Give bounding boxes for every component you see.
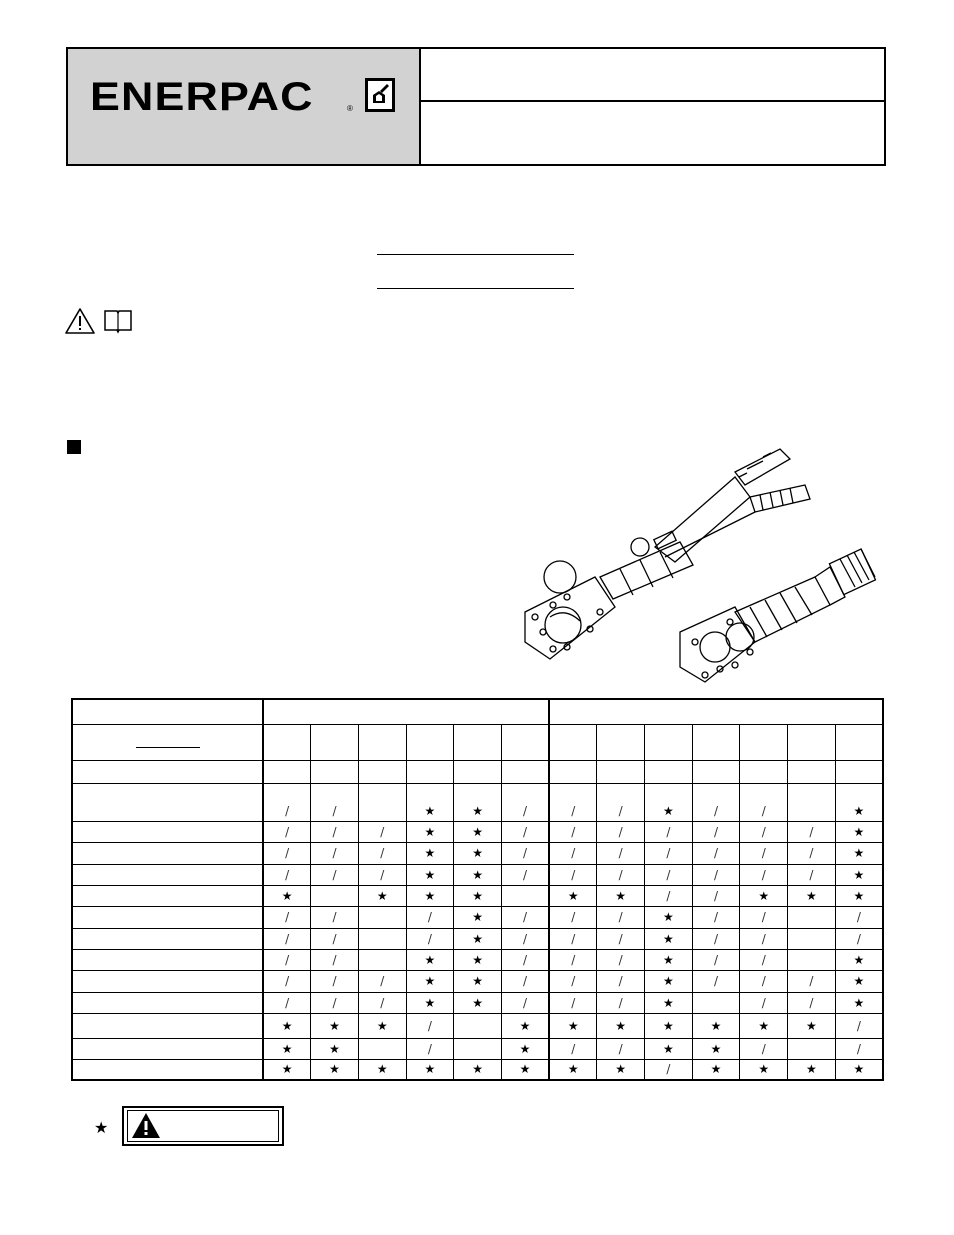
star-mark: ★ <box>454 864 502 885</box>
table-cell <box>549 760 597 783</box>
slash-mark: / <box>692 783 740 821</box>
table-model-cell <box>454 724 502 760</box>
slash-mark: / <box>692 928 740 949</box>
slash-mark: / <box>501 928 549 949</box>
slash-mark: / <box>597 821 645 842</box>
table-cell <box>263 760 311 783</box>
slash-mark: / <box>597 1038 645 1059</box>
warning-sign-icon <box>131 1112 161 1139</box>
star-mark: ★ <box>645 970 693 992</box>
slash-mark: / <box>501 906 549 928</box>
slash-mark: / <box>692 949 740 970</box>
table-row-label <box>72 1059 263 1080</box>
registered-mark: ® <box>347 104 353 113</box>
star-mark: ★ <box>311 1038 359 1059</box>
slash-mark: / <box>549 783 597 821</box>
star-mark: ★ <box>835 842 883 864</box>
slash-mark: / <box>835 1038 883 1059</box>
table-row <box>72 928 883 949</box>
star-mark: ★ <box>454 928 502 949</box>
star-mark: ★ <box>835 992 883 1013</box>
star-mark: ★ <box>645 949 693 970</box>
slash-mark: / <box>263 906 311 928</box>
slash-mark: / <box>740 821 788 842</box>
star-mark: ★ <box>454 821 502 842</box>
slash-mark: / <box>549 949 597 970</box>
table-row-label <box>72 760 263 783</box>
table-cell <box>358 928 406 949</box>
brand-mark-icon <box>365 78 395 112</box>
slash-mark: / <box>406 906 454 928</box>
hydraulic-cutter-illustration <box>505 437 885 687</box>
slash-mark: / <box>549 928 597 949</box>
slash-mark: / <box>311 928 359 949</box>
star-mark: ★ <box>645 928 693 949</box>
table-row-label <box>72 885 263 906</box>
star-mark: ★ <box>311 1059 359 1080</box>
star-mark: ★ <box>740 885 788 906</box>
table-model-cell <box>692 724 740 760</box>
slash-mark: / <box>692 821 740 842</box>
table-cell <box>454 1038 502 1059</box>
star-mark: ★ <box>835 783 883 821</box>
slash-mark: / <box>645 821 693 842</box>
slash-mark: / <box>740 970 788 992</box>
slash-mark: / <box>740 906 788 928</box>
slash-mark: / <box>835 1013 883 1038</box>
table-model-cell <box>645 724 693 760</box>
slash-mark: / <box>501 992 549 1013</box>
table-model-cell <box>406 724 454 760</box>
star-mark: ★ <box>645 783 693 821</box>
star-mark: ★ <box>358 885 406 906</box>
table-cell <box>692 992 740 1013</box>
star-mark: ★ <box>406 842 454 864</box>
star-mark: ★ <box>645 992 693 1013</box>
table-row-label <box>72 1038 263 1059</box>
table-model-cell <box>311 724 359 760</box>
table-model-cell <box>263 724 311 760</box>
slash-mark: / <box>358 842 406 864</box>
table-cell <box>501 885 549 906</box>
star-mark: ★ <box>454 949 502 970</box>
slash-mark: / <box>597 783 645 821</box>
slash-mark: / <box>692 906 740 928</box>
table-cell <box>597 760 645 783</box>
table-row <box>72 885 883 906</box>
slash-mark: / <box>358 864 406 885</box>
slash-mark: / <box>263 949 311 970</box>
slash-mark: / <box>311 783 359 821</box>
slash-mark: / <box>740 842 788 864</box>
star-mark: ★ <box>406 1059 454 1080</box>
slash-mark: / <box>692 970 740 992</box>
table-cell <box>358 906 406 928</box>
slash-mark: / <box>549 970 597 992</box>
slash-mark: / <box>549 992 597 1013</box>
star-mark: ★ <box>406 783 454 821</box>
table-group-header <box>263 699 549 724</box>
star-mark: ★ <box>263 1038 311 1059</box>
slash-mark: / <box>311 992 359 1013</box>
slash-mark: / <box>740 992 788 1013</box>
slash-mark: / <box>645 842 693 864</box>
slash-mark: / <box>788 970 836 992</box>
blank-field-line <box>377 254 574 255</box>
star-mark: ★ <box>740 1059 788 1080</box>
star-mark: ★ <box>454 992 502 1013</box>
slash-mark: / <box>358 821 406 842</box>
table-group-header <box>549 699 883 724</box>
table-header-label <box>72 699 263 724</box>
star-mark: ★ <box>454 1059 502 1080</box>
header-divider <box>421 100 886 102</box>
star-mark: ★ <box>406 885 454 906</box>
slash-mark: / <box>311 821 359 842</box>
star-mark: ★ <box>645 1013 693 1038</box>
star-mark: ★ <box>597 1059 645 1080</box>
star-mark: ★ <box>549 1013 597 1038</box>
slash-mark: / <box>358 970 406 992</box>
star-mark: ★ <box>501 1013 549 1038</box>
star-mark: ★ <box>597 1013 645 1038</box>
table-row <box>72 864 883 885</box>
slash-mark: / <box>835 906 883 928</box>
star-mark: ★ <box>645 1038 693 1059</box>
slash-mark: / <box>501 783 549 821</box>
star-mark: ★ <box>740 1013 788 1038</box>
star-mark: ★ <box>597 885 645 906</box>
slash-mark: / <box>311 864 359 885</box>
star-mark: ★ <box>406 992 454 1013</box>
table-row <box>72 783 883 821</box>
table-cell <box>740 760 788 783</box>
slash-mark: / <box>788 821 836 842</box>
legend-star: ★ <box>94 1118 109 1137</box>
star-mark: ★ <box>835 949 883 970</box>
slash-mark: / <box>597 970 645 992</box>
table-model-cell <box>549 724 597 760</box>
slash-mark: / <box>311 842 359 864</box>
brand-logo: ENERPAC <box>90 75 314 119</box>
warning-triangle-icon <box>64 307 96 335</box>
table-row-label <box>72 821 263 842</box>
slash-mark: / <box>788 842 836 864</box>
slash-mark: / <box>549 906 597 928</box>
slash-mark: / <box>788 864 836 885</box>
table-cell <box>406 760 454 783</box>
slash-mark: / <box>597 992 645 1013</box>
star-mark: ★ <box>454 970 502 992</box>
table-row-label <box>72 949 263 970</box>
slash-mark: / <box>740 928 788 949</box>
table-row-label <box>72 970 263 992</box>
table-row-label <box>72 906 263 928</box>
table-row-label <box>72 783 263 821</box>
star-mark: ★ <box>311 1013 359 1038</box>
slash-mark: / <box>692 864 740 885</box>
slash-mark: / <box>549 1038 597 1059</box>
model-label-underline <box>136 747 200 748</box>
star-mark: ★ <box>454 783 502 821</box>
table-row <box>72 970 883 992</box>
slash-mark: / <box>501 970 549 992</box>
table-cell <box>454 760 502 783</box>
star-mark: ★ <box>835 864 883 885</box>
table-cell <box>788 1038 836 1059</box>
star-mark: ★ <box>501 1038 549 1059</box>
table-row <box>72 821 883 842</box>
table-model-cell <box>835 724 883 760</box>
table-cell <box>692 760 740 783</box>
star-mark: ★ <box>835 885 883 906</box>
table-cell <box>788 760 836 783</box>
slash-mark: / <box>263 992 311 1013</box>
star-mark: ★ <box>358 1013 406 1038</box>
slash-mark: / <box>263 821 311 842</box>
slash-mark: / <box>835 928 883 949</box>
star-mark: ★ <box>549 1059 597 1080</box>
slash-mark: / <box>311 906 359 928</box>
table-row-label <box>72 1013 263 1038</box>
compatibility-table <box>71 698 882 1080</box>
slash-mark: / <box>597 928 645 949</box>
star-mark: ★ <box>454 885 502 906</box>
table-row-label <box>72 842 263 864</box>
table-row <box>72 992 883 1013</box>
table-row <box>72 1038 883 1059</box>
star-mark: ★ <box>406 970 454 992</box>
table-model-cell <box>788 724 836 760</box>
slash-mark: / <box>263 864 311 885</box>
slash-mark: / <box>358 992 406 1013</box>
slash-mark: / <box>311 949 359 970</box>
table-cell <box>358 760 406 783</box>
slash-mark: / <box>597 842 645 864</box>
table-cell <box>645 760 693 783</box>
table-cell <box>358 949 406 970</box>
table-model-cell <box>358 724 406 760</box>
star-mark: ★ <box>788 885 836 906</box>
table-row <box>72 949 883 970</box>
table-cell <box>311 760 359 783</box>
slash-mark: / <box>740 949 788 970</box>
table-cell <box>454 1013 502 1038</box>
slash-mark: / <box>501 864 549 885</box>
table-row <box>72 1059 883 1080</box>
table-row <box>72 1013 883 1038</box>
table-cell <box>788 783 836 821</box>
slash-mark: / <box>692 842 740 864</box>
star-mark: ★ <box>835 821 883 842</box>
star-mark: ★ <box>549 885 597 906</box>
table-model-cell <box>597 724 645 760</box>
table-row-label <box>72 864 263 885</box>
slash-mark: / <box>597 864 645 885</box>
star-mark: ★ <box>788 1013 836 1038</box>
table-cell <box>835 760 883 783</box>
table-cell <box>788 949 836 970</box>
table-cell <box>358 783 406 821</box>
star-mark: ★ <box>454 842 502 864</box>
star-mark: ★ <box>835 970 883 992</box>
slash-mark: / <box>740 1038 788 1059</box>
star-mark: ★ <box>263 885 311 906</box>
star-mark: ★ <box>501 1059 549 1080</box>
slash-mark: / <box>788 992 836 1013</box>
slash-mark: / <box>406 1013 454 1038</box>
table-row <box>72 760 883 783</box>
slash-mark: / <box>311 970 359 992</box>
table-cell <box>788 906 836 928</box>
slash-mark: / <box>263 928 311 949</box>
slash-mark: / <box>645 1059 693 1080</box>
slash-mark: / <box>597 949 645 970</box>
slash-mark: / <box>549 821 597 842</box>
slash-mark: / <box>406 928 454 949</box>
slash-mark: / <box>645 864 693 885</box>
table-row-label <box>72 992 263 1013</box>
star-mark: ★ <box>692 1013 740 1038</box>
slash-mark: / <box>406 1038 454 1059</box>
star-mark: ★ <box>263 1059 311 1080</box>
star-mark: ★ <box>788 1059 836 1080</box>
slash-mark: / <box>501 949 549 970</box>
star-mark: ★ <box>406 821 454 842</box>
blank-field-line <box>377 288 574 289</box>
slash-mark: / <box>597 906 645 928</box>
star-mark: ★ <box>692 1038 740 1059</box>
star-mark: ★ <box>263 1013 311 1038</box>
star-mark: ★ <box>692 1059 740 1080</box>
slash-mark: / <box>740 783 788 821</box>
star-mark: ★ <box>358 1059 406 1080</box>
table-row <box>72 906 883 928</box>
star-mark: ★ <box>454 906 502 928</box>
table-cell <box>788 928 836 949</box>
table-model-cell <box>501 724 549 760</box>
slash-mark: / <box>549 842 597 864</box>
slash-mark: / <box>549 864 597 885</box>
slash-mark: / <box>501 842 549 864</box>
slash-mark: / <box>501 821 549 842</box>
slash-mark: / <box>645 885 693 906</box>
table-model-label <box>72 724 263 760</box>
star-mark: ★ <box>835 1059 883 1080</box>
slash-mark: / <box>263 970 311 992</box>
table-cell <box>311 885 359 906</box>
slash-mark: / <box>263 842 311 864</box>
manual-book-icon <box>103 308 133 334</box>
slash-mark: / <box>263 783 311 821</box>
table-row-label <box>72 928 263 949</box>
star-mark: ★ <box>406 949 454 970</box>
slash-mark: / <box>692 885 740 906</box>
table-model-cell <box>740 724 788 760</box>
table-cell <box>501 760 549 783</box>
star-mark: ★ <box>406 864 454 885</box>
star-mark: ★ <box>645 906 693 928</box>
table-cell <box>358 1038 406 1059</box>
section-bullet <box>67 440 81 454</box>
slash-mark: / <box>740 864 788 885</box>
table-row <box>72 842 883 864</box>
